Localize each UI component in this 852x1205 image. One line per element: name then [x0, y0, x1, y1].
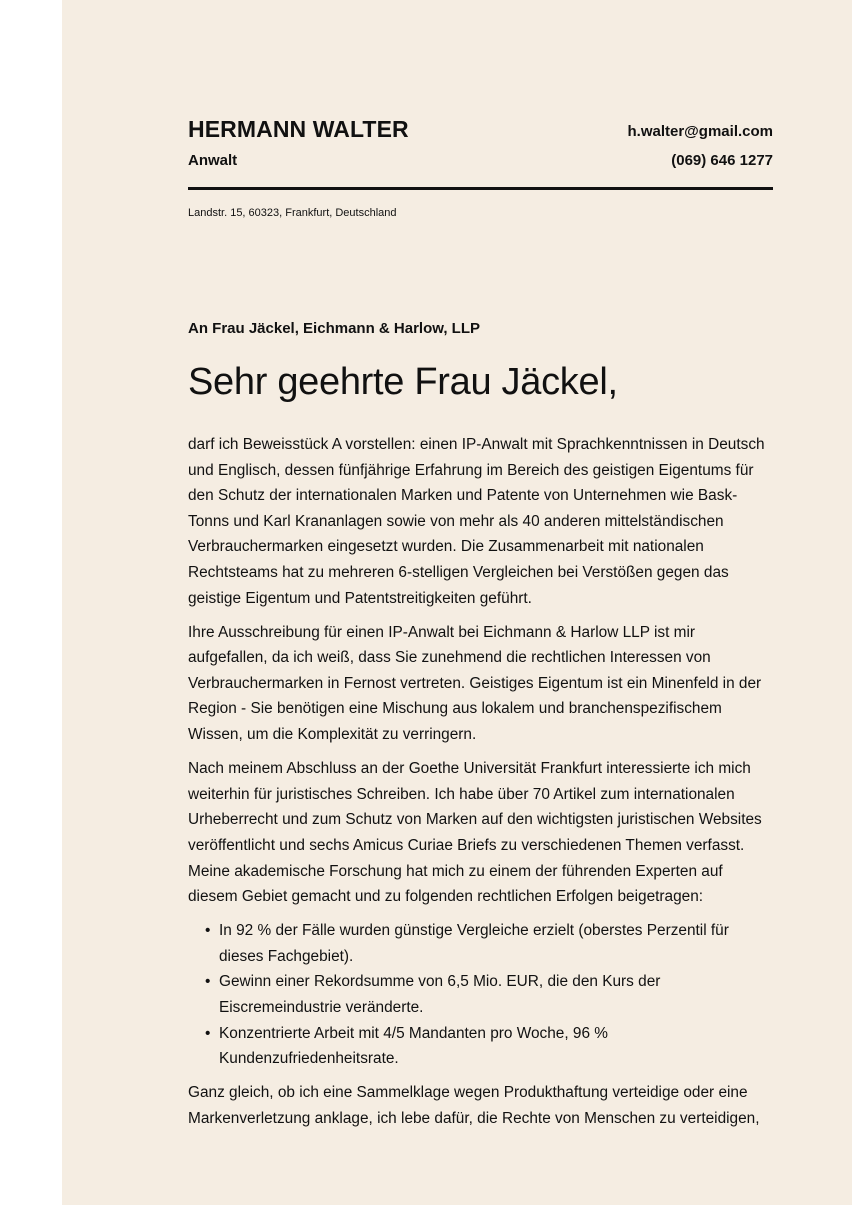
letter-page — [62, 0, 852, 1205]
achievement-list — [188, 918, 773, 1072]
closing-paragraph: Ganz gleich, ob ich eine Sammelklage wegen Produkthaftung verteidige oder eine Markenverletzung anklage, ich lebe dafür, die Rechte von Menschen zu verteidigen, — [188, 1084, 760, 1127]
achievement-item — [188, 969, 773, 1020]
body-paragraph: Ihre Ausschreibung für einen IP-Anwalt bei Eichmann & Harlow LLP ist mir aufgefallen, da ich weiß, dass Sie zunehmend die rechtlichen Interessen von Verbrauchermarken in Fernost vertreten. Geistiges Eigentum ist ein Minenfeld in der Region - Sie benötigen eine Mischung aus lokalem und branchenspezifischem Wissen, um die Komplexität zu verringern. — [188, 623, 762, 744]
recipient-line: An Frau Jäckel, Eichmann & Harlow, LLP — [188, 320, 481, 337]
sender-address: Landstr. 15, 60323, Frankfurt, Deutschland — [188, 207, 397, 219]
body-paragraph: Nach meinem Abschluss an der Goethe Universität Frankfurt interessierte ich mich weiterhin für juristisches Schreiben. Ich habe über 70 Artikel zum internationalen Urheberrecht und zum Schutz von Marken auf den wichtigsten juristischen Websites veröffentlicht und sechs Amicus Curiae Briefs zu verschiedenen Themen verfasst. Meine akademische Forschung hat mich zu einem der führenden Experten auf diesem Gebiet gemacht und zu folgenden rechtlichen Erfolgen beigetragen: — [188, 760, 762, 906]
sender-job-title: Anwalt — [188, 152, 238, 169]
sender-name: HERMANN WALTER — [188, 116, 409, 142]
sender-email: h.walter@gmail.com — [627, 123, 773, 140]
body-paragraph: darf ich Beweisstück A vorstellen: einen IP-Anwalt mit Sprachkenntnissen in Deutsch und Englisch, dessen fünfjährige Erfahrung im Bereich des geistigen Eigentums für den Schutz der internationalen Marken und Patente von Unternehmen wie Bask-Tonns und Karl Krananlagen sowie von mehr als 40 anderen mittelständischen Verbrauchermarken eingesetzt wurden. Die Zusammenarbeit mit nationalen Rechtsteams hat zu mehreren 6-stelligen Vergleichen bei Verstößen gegen das geistige Eigentum und Patentstreitigkeiten geführt. — [188, 436, 765, 607]
sender-phone: (069) 646 1277⁠ — [671, 152, 773, 169]
achievement-text: Gewinn einer Rekordsumme von 6,5 Mio. EUR, die den Kurs der Eiscremeindustrie veränderte. — [219, 973, 661, 1016]
salutation: Sehr geehrte Frau Jäckel, — [188, 361, 618, 403]
letter-body — [188, 432, 773, 1140]
bullet-icon: • — [205, 973, 211, 991]
header-divider — [188, 187, 773, 190]
achievement-text: Konzentrierte Arbeit mit 4/5 Mandanten pro Woche, 96 % Kundenzufriedenheitsrate. — [219, 1024, 608, 1068]
bullet-icon: • — [205, 922, 211, 940]
achievement-item — [188, 918, 773, 969]
achievement-item — [188, 1021, 773, 1072]
achievement-text: In 92 % der Fälle wurden günstige Vergleiche erzielt (oberstes Perzentil für dieses Fachgebiet). — [219, 922, 729, 965]
bullet-icon: • — [205, 1024, 211, 1042]
